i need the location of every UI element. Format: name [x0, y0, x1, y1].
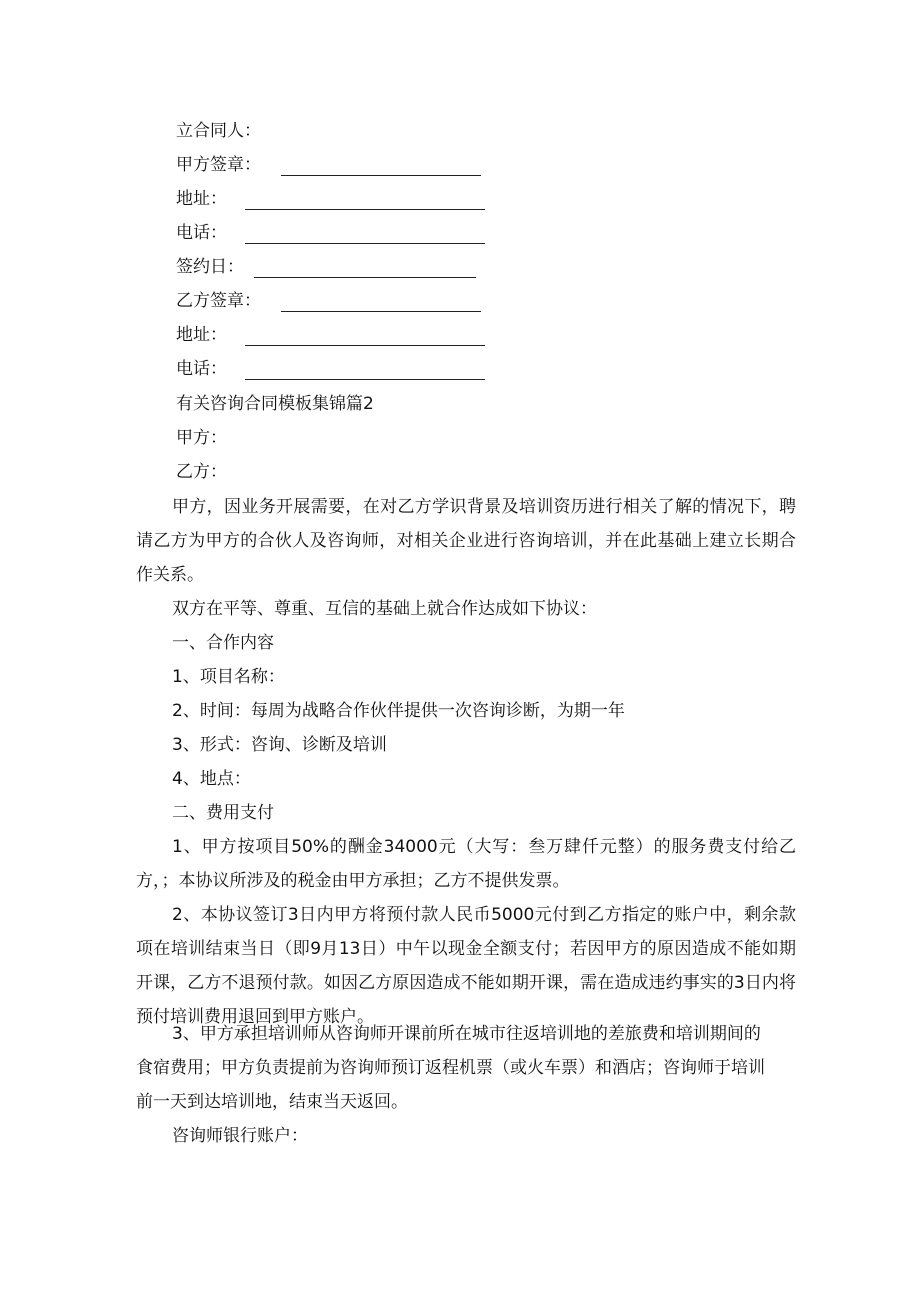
sign-date-row: [176, 256, 476, 278]
agreement-line: 双方在平等、尊重、互信的基础上就合作达成如下协议：: [172, 599, 597, 619]
phone-row-2: [176, 358, 485, 380]
bank-account-line: 咨询师银行账户：: [172, 1126, 308, 1146]
part2-title: 二、费用支付: [172, 803, 274, 823]
party-b-seal-label: 乙方签章：: [176, 291, 261, 311]
sign-date-blank[interactable]: [254, 263, 476, 278]
party-b-line: 乙方：: [176, 462, 227, 482]
section-heading: 有关咨询合同模板集锦篇2: [176, 394, 374, 414]
address-blank-1[interactable]: [245, 195, 485, 210]
address-row-1: [176, 188, 485, 210]
item-location: 4、地点：: [172, 769, 251, 789]
phone-label-1: 电话：: [176, 223, 227, 243]
item-project-name: 1、项目名称：: [172, 667, 285, 687]
body-part-2: [136, 1017, 776, 1153]
part1-title: 一、合作内容: [172, 633, 274, 653]
intro-paragraph: 甲方，因业务开展需要，在对乙方学识背景及培训资历进行相关了解的情况下，聘请乙方为甲方的合伙人及咨询师，对相关企业进行咨询培训，并在此基础上建立长期合作关系。: [136, 497, 796, 585]
fee-clause-3: 3、甲方承担培训师从咨询师开课前所在城市往返培训地的差旅费和培训期间的食宿费用；甲方负责提前为咨询师预订返程机票（或火车票）和酒店；咨询师于培训前一天到达培训地，结束当天返回。: [136, 1024, 765, 1112]
phone-blank-2[interactable]: [245, 365, 485, 380]
sign-date-label: 签约日：: [176, 257, 244, 277]
party-a-seal-row: [176, 154, 481, 176]
party-b-seal-row: [176, 290, 481, 312]
phone-blank-1[interactable]: [245, 229, 485, 244]
signatory-title: 立合同人：: [176, 121, 261, 141]
fee-clause-1: 1、甲方按项目50%的酬金34000元（大写：叁万肆仟元整）的服务费支付给乙方，；本协议所涉及的税金由甲方承担；乙方不提供发票。: [136, 837, 796, 891]
party-a-seal-blank[interactable]: [281, 161, 481, 176]
item-time: 2、时间：每周为战略合作伙伴提供一次咨询诊断，为期一年: [172, 701, 625, 721]
party-a-seal-label: 甲方签章：: [176, 155, 261, 175]
party-b-seal-blank[interactable]: [281, 297, 481, 312]
item-form: 3、形式：咨询、诊断及培训: [172, 735, 387, 755]
phone-label-2: 电话：: [176, 359, 227, 379]
body-part-1: [136, 490, 796, 1034]
address-label-1: 地址：: [176, 189, 227, 209]
party-a-line: 甲方：: [176, 428, 227, 448]
address-blank-2[interactable]: [245, 331, 485, 346]
address-row-2: [176, 324, 485, 346]
phone-row-1: [176, 222, 485, 244]
address-label-2: 地址：: [176, 325, 227, 345]
fee-clause-2: 2、本协议签订3日内甲方将预付款人民币5000元付到乙方指定的账户中，剩余款项在培训结束当日（即9月13日）中午以现金全额支付；若因甲方的原因造成不能如期开课，乙方不退预付款。如因乙方原因造成不能如期开课，需在造成违约事实的3日内将预付培训费用退回到甲方账户。: [136, 905, 796, 1027]
